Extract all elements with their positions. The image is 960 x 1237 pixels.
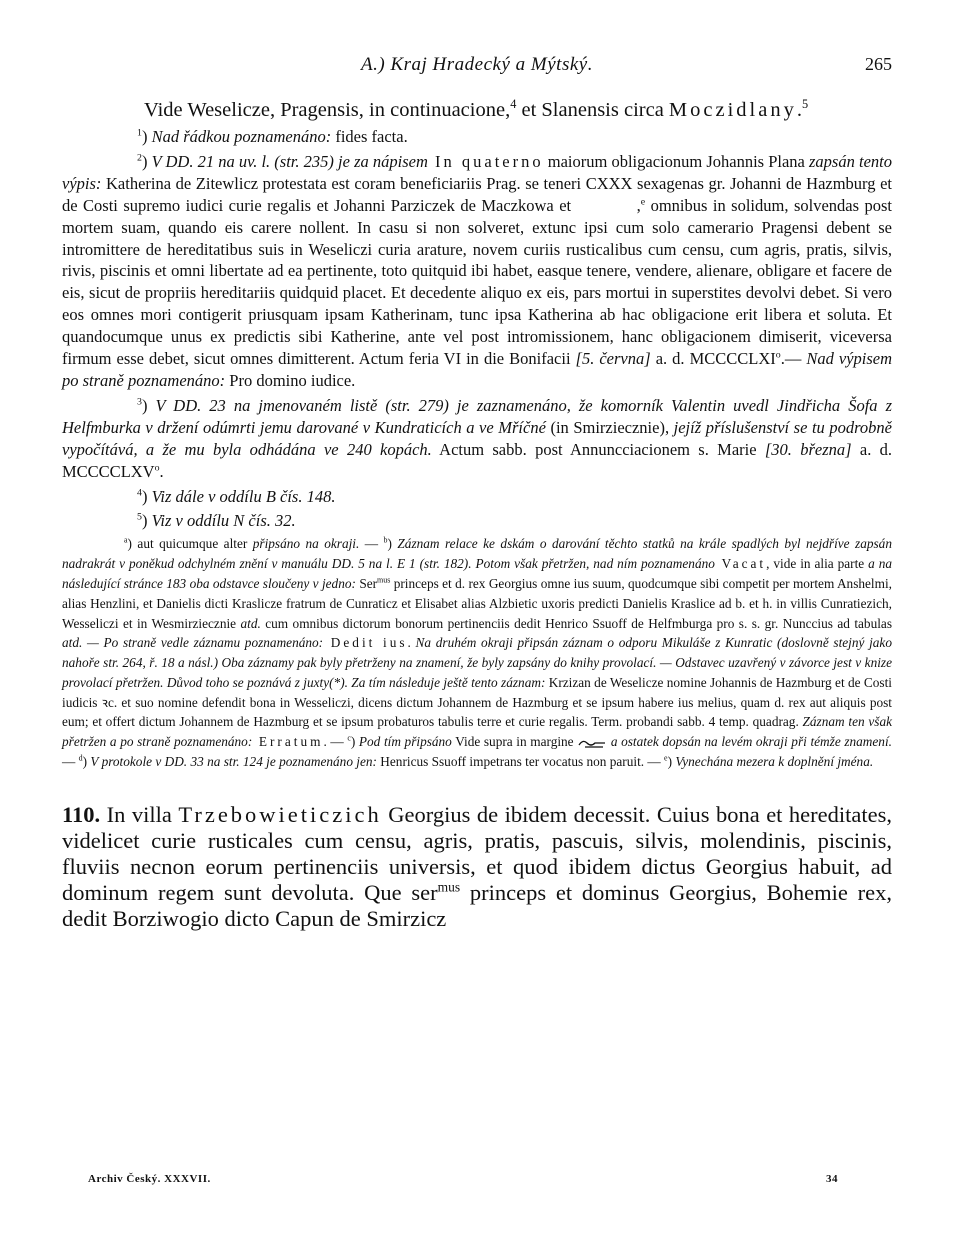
variant-letter: d xyxy=(78,753,83,763)
page-footer xyxy=(88,1173,838,1185)
entry-text: Georgius de ibidem decessit. Cuius bona et hereditates, videlicet curie rusticales cum censu, agris, pratis, pascuis, silvis, molendinis, piscinis, fluviis necnon eorum pertinenciis universis, et quod ibidem dictus Georgius habuit, ad dominum regem sunt devoluta. Que ser xyxy=(62,801,893,906)
superscript: o xyxy=(154,462,160,474)
variant-text: — xyxy=(62,754,79,770)
variant-letter: c xyxy=(347,733,351,743)
variant-italic: a ostatek dopsán na levém okraji při témže znamení. xyxy=(610,734,892,750)
variant-text: Henricus Ssuoff impetrans ter vocatus non paruit. xyxy=(376,754,645,770)
footnote-text: fides facta. xyxy=(331,127,408,146)
footnote-number: 5 xyxy=(137,511,142,523)
footnote-italic: zapsán tento výpis: xyxy=(62,151,892,193)
place-name: Trzebowieticzich xyxy=(178,801,382,827)
footnote-italic: Viz v oddílu N čís. 32. xyxy=(151,511,296,531)
superscript: o xyxy=(775,349,781,361)
footnote-4: $^4$) Viz dále v oddílu B čís. 148. xyxy=(137,486,336,506)
footer-volume: Archiv Český. XXXVII. xyxy=(88,1173,211,1185)
variant-italic: V protokole v DD. 33 na str. 124 je poznamenáno jen: xyxy=(90,754,377,770)
variant-letter: e xyxy=(664,753,668,763)
footnote-ref: 4 xyxy=(510,97,517,112)
footnote-text: Actum sabb. post Annuncciacionem s. Marie xyxy=(431,439,765,459)
margin-sign-icon xyxy=(577,737,607,749)
variant-ref: e xyxy=(640,196,646,208)
footnote-text: (in Smirziecznie), xyxy=(545,417,674,437)
variant-notes: $^a$) aut quicumque alter připsáno na okraji. — $^b$) Záznam relace ke dskám o darování těchto statků na krále spadlých byl nejdříve zapsán nadrakrát v poněkud odchylném znění v manuálu DD. 5 na l. E 1 (str. 182). Potom však přetržen, nad ním poznamenáno Vacat, vide in alia parte a na následující stránce 183 oba odstavce sloučeny v jedno: Ser$^{mus}$ princeps et d. rex Georgius omne ius suum, quodcumque sibi competit per mortem Anshelmi, alias Henzlini, et Danielis dicti Kraslicze fratrum de Cunraticz et Elisabet alias Alzbietic uxoris predicti Danielis Kraslice ad b. et h. in villis Cunratiezich, Wesseliczi et in Wesmirziecznie atd. cum omnibus dictorum bonorum pertinenciis dedit Henrico Ssuoff de Helfmburga pro s. s. gr. Nunccius ad tabulas atd. — Po straně vedle záznamu poznamenáno: Dedit ius. Na druhém okraji připsán záznam o odporu Mikuláše z Kunratic (doslovně stejný jako nahoře str. 264, ř. 18 a násl.) Oba záznamy pak byly přetrženy na znamení, že byly zapsány do knihy provolací. — Odstavec uzavřený v závorce jest v knize provolací přetržen. Důvod toho se poznává z juxty(*). Za tím následuje ještě tento záznam: Krzizan de Weselicze nomine Johannis de Hazmburg et de Costi iudicis ꝛc. et suo nomine defendit bona in Wesseliczi, dicens dictum Johannem de Hazmburg et se ipsum habere ius melius, quam d. rex aut aliquis post eum; et offert dictum Johannem de Hazmburg et se ipsum probaturos tabulis terre et curie regalis. Term. probandi sabb. 4 temp. quadrag. Záznam ten však přetržen a po straně poznamenáno: Erratum. — $^c$) Pod tím připsáno Vide supra in margine a ostatek dopsán na levém okraji při témže znamení. — $^d$) V protokole v DD. 33 na str. 124 je poznamenáno jen: Henricus Ssuoff impetrans ter vocatus non paruit. — $^e$) Vynechána mezera k doplnění jména. xyxy=(62,535,893,770)
footnote-text: a. d. MCCCCLXV xyxy=(62,439,893,481)
footnote-italic: V DD. 23 na jmenovaném listě (str. 279) je zaznamenáno, že komorník Valentin uvedl Jindřicha Šofa z Helfmburka v držení odúmrti jemu darované v Kundraticích a ve Mříčné xyxy=(62,395,892,437)
footnote-number: 1 xyxy=(137,127,142,139)
footnote-text: .— xyxy=(780,349,807,369)
entry-110 xyxy=(62,802,892,932)
variant-italic: atd. — Po straně vedle záznamu poznamenáno: xyxy=(62,635,324,651)
variant-text: . xyxy=(407,635,416,651)
main-text: . xyxy=(796,99,802,121)
variant-text: . — xyxy=(323,734,348,750)
main-paragraph xyxy=(62,98,892,122)
entry-text: princeps et dominus Georgius, Bohemie rex, dedit Borziwogio dicto Capun de Smirzicz xyxy=(62,880,892,932)
footer-signature: 34 xyxy=(826,1173,838,1185)
page-number: 265 xyxy=(865,54,892,74)
variant-italic: připsáno na okraji. xyxy=(252,536,360,552)
footnote-text: a. d. MCCCCLXI xyxy=(650,349,776,369)
footnote-italic: [5. června] xyxy=(575,349,651,369)
footnote-spaced: In quaterno xyxy=(427,151,544,171)
variant-text: aut quicumque alter xyxy=(131,536,253,552)
footnote-text: maiorum obligacionum Johannis Plana xyxy=(543,151,810,171)
page-header xyxy=(62,40,892,80)
footnote-italic: Nad výpisem po straně poznamenáno: xyxy=(62,349,893,390)
variant-text: — xyxy=(359,536,384,552)
footnote-2: $^2$) V DD. 21 na uv. l. (str. 235) je za nápisem In quaterno maiorum obligacionum Johannis Plana zapsán tento výpis: Katherina de Zitewlicz protestata est coram beneficiariis Prag. se teneri CXXX sexagenas gr. Johanni de Hazmburg et de Costi supremo iudici curie regalis et Johanni Parziczek de Maczkowa et ,$^e$ omnibus in solidum, solvendas post mortem suam, quando eis carere nollent. In casu si non solveret, extunc ipsi cum solo camerario Pragensi debent se intromittere de hereditatibus suis in Weseliczi curia arature, novem curiis rusticalibus cum censu, cum agris, pratis, silvis, rivis, piscinis et omni libertate ad ea pertinente, toto quitquid ibi habet, easque tenere, vendere, alienare, obligare et facere de eis, sicut de propriis hereditariis quidquid placet. Et decedente aliquo ex eis, pars mortui in superstites devolvi debet. Si vero eos omnes mori contigerit priusquam ipsam Katherinam, tunc ipsa Katherina ab hac obligacione erit libera et soluta. Et quandocumque unus ex predictis sibi Katherine, ante vel post intromissionem, hanc obligacionem dimiserit, viceversa firmum esse debet, sicut omnes dimitterent. Actum feria VI in die Bonifacii [5. června] a. d. MCCCCLXI$^o$.— Nad výpisem po straně poznamenáno: Pro domino iudice. xyxy=(62,151,893,390)
footnote-5: $^5$) Viz v oddílu N čís. 32. xyxy=(137,511,296,531)
footnote-italic: Viz dále v oddílu B čís. 148. xyxy=(151,486,336,506)
main-text: Vide Weselicze, Pragensis, in continuacione, xyxy=(144,99,511,121)
footnote-italic: jejíž příslušenství se tu podrobně vypočítává, a že mu byla odhádána ve 240 kopách. xyxy=(62,417,892,459)
variant-text: , vide in alia parte xyxy=(766,556,869,572)
footnote-number: 4 xyxy=(137,487,142,498)
footnote-italic: Nad řádkou poznamenáno: xyxy=(151,127,332,146)
footnote-text: Pro domino iudice. xyxy=(225,370,356,390)
footnote-number: 2 xyxy=(137,152,142,164)
variant-text: Vide supra in margine xyxy=(451,734,578,750)
variant-spaced: Dedit ius xyxy=(323,635,408,651)
footnote-text: . xyxy=(159,461,164,481)
footnote-italic: V DD. 21 na uv. l. (str. 235) je za nápisem xyxy=(151,151,428,171)
variant-italic: Vynechána mezera k doplnění jména. xyxy=(675,754,874,770)
variant-spaced: Erratum xyxy=(252,734,324,750)
footnote-3: $^3$) V DD. 23 na jmenovaném listě (str. 279) je zaznamenáno, že komorník Valentin uvedl Jindřicha Šofa z Helfmburka v držení odúmrti jemu darované v Kundraticích a ve Mříčné (in Smirziecznie), jejíž příslušenství se tu podrobně vypočítává, a že mu byla odhádána ve 240 kopách. Actum sabb. post Annuncciacionem s. Marie [30. března] a. d. MCCCCLXV$^o$. xyxy=(62,395,893,481)
superscript: mus xyxy=(437,879,461,895)
entry-number: 110. xyxy=(62,801,101,827)
variant-text: Ser xyxy=(355,575,378,591)
variant-italic: a na následující stránce 183 oba odstavce sloučeny v jedno: xyxy=(62,556,893,591)
variant-text: cum omnibus dictorum bonorum pertinenciis dedit Henrico Ssuoff de Helfmburga pro s. s. gr. Nunccius ad tabulas xyxy=(260,615,892,631)
variant-spaced: Vacat xyxy=(714,556,767,572)
main-text: et Slanensis circa xyxy=(516,99,669,121)
variant-italic: Záznam ten však přetržen a po straně poznamenáno: xyxy=(62,714,892,750)
running-title: A.) Kraj Hradecký a Mýtský. xyxy=(361,54,593,75)
entry-text: In villa xyxy=(100,801,179,827)
variant-italic: Na druhém okraji připsán záznam o odporu Mikuláše z Kunratic (doslovně stejný jako nahoře str. 264, ř. 18 a násl.) Oba záznamy pak byly přetrženy na znamení, že byly zapsány do knihy provolací. — Odstavec uzavřený v závorce jest v knize provolací přetržen. Důvod toho se poznává z juxty(*). Za tím následuje ještě tento záznam: xyxy=(62,635,892,690)
variant-text: — xyxy=(644,754,665,770)
variant-text: Krzizan de Weselicze nomine Johannis de Hazmburg et de Costi iudicis ꝛc. et suo nomine defendit bona in Wesseliczi, dicens dictum Johannem de Hazmburg et se ipsum habere ius melius, quam d. rex aut aliquis post eum; et offert dictum Johannem de Hazmburg et se ipsum probaturos tabulis terre et curie regalis. Term. probandi sabb. 4 temp. quadrag. xyxy=(62,674,892,730)
superscript: mus xyxy=(377,575,391,585)
variant-letter: b xyxy=(383,535,388,545)
variant-letter: a xyxy=(124,535,128,545)
footnote-1: $^1$) Nad řádkou poznamenáno: fides facta. xyxy=(137,127,408,146)
variant-italic: Pod tím připsáno xyxy=(358,734,452,750)
variant-italic: Záznam relace ke dskám o darování těchto statků na krále spadlých byl nejdříve zapsán nadrakrát v poněkud odchylném znění v manuálu DD. 5 na l. E 1 (str. 182). Potom však přetržen, nad ním poznamenáno xyxy=(62,536,892,572)
footnote-ref: 5 xyxy=(801,97,809,112)
variant-italic: atd. xyxy=(240,615,261,631)
footnote-italic: [30. března] xyxy=(764,439,852,459)
footnote-text: omnibus in solidum, solvendas post mortem suam, quando eis carere nollent. In casu si non solveret, extunc ipsi cum solo camerario Pragensi debent se intromittere de hereditatibus suis in Weseliczi curia arature, novem curiis rusticalibus cum censu, cum agris, pratis, silvis, rivis, piscinis et omni libertate ad ea pertinente, toto quitquid ibi habet, easque tenere, vendere, alienare, obligare et facere de eis, sicut de propriis hereditariis quidquid placet. Et decedente aliquo ex eis, pars mortui in superstites devolvi debet. Si vero eos omnes mori contigerit priusquam ipsam Katherinam, tunc ipsa Katherina ab hac obligacione erit libera et soluta. Et quandocumque unus ex predictis sibi Katherine, ante vel post intromissionem, hanc obligacionem dimiserit, viceversa firmum esse debet, sicut omnes dimitterent. Actum feria VI in die Bonifacii xyxy=(62,195,892,369)
footnote-text: Katherina de Zitewlicz protestata est coram beneficiariis Prag. se teneri CXXX sexagenas gr. Johanni de Hazmburg et de Costi supremo iudici curie regalis et Johanni Parziczek de Maczkowa et xyxy=(62,173,892,215)
place-name: Moczidlany xyxy=(668,99,797,121)
variant-text: princeps et d. rex Georgius omne ius suum, quodcumque sibi competit per mortem Anshelmi, alias Henzlini, et Danielis dicti Kraslicze fratrum de Cunraticz et Elisabet alias Alzbietic uxoris predicti Danielis Kraslice ad b. et h. in villis Cunratiezich, Wesseliczi et in Wesmirziecznie xyxy=(62,575,892,631)
footnote-number: 3 xyxy=(137,396,142,408)
page xyxy=(62,40,892,932)
